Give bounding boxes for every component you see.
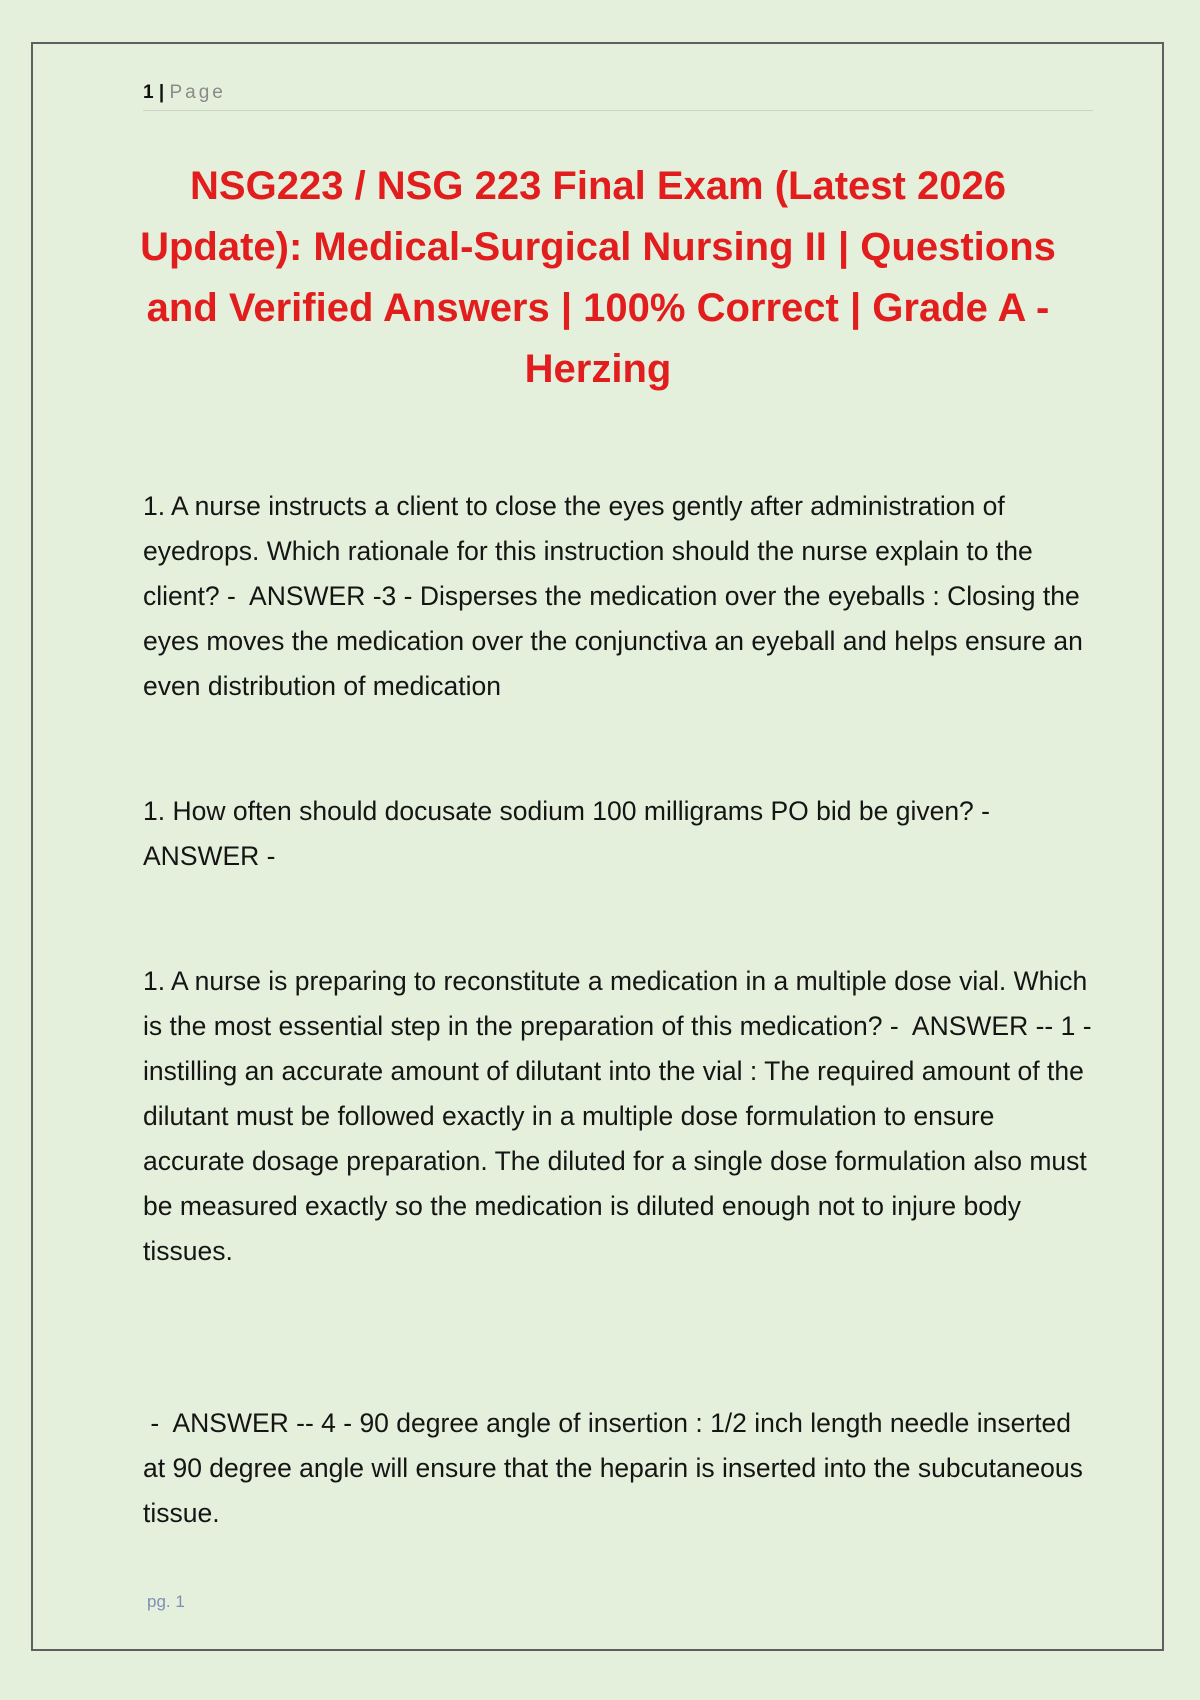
header-page-word: Page <box>169 82 226 103</box>
header-separator: | <box>158 82 165 103</box>
header-page-number: 1 <box>143 82 154 103</box>
question-3: 1. A nurse is preparing to reconstitute a medication in a multiple dose vial. Which is the most essential step in the preparation of this medication? - ANSWER -- 1 - instilling an accurate amount of dilutant into the vial : The required amount of the dilutant must be followed exactly in a multiple dose formulation to ensure accurate dosage preparation. The diluted for a single dose formulation also must be measured exactly so the medication is diluted enough not to injure body tissues. <box>143 966 1099 1266</box>
question-1: 1. A nurse instructs a client to close the eyes gently after administration of eyedrops. Which rationale for this instruction should the nurse explain to the client? - ANSWER -3 - Disperses the medication over the eyeballs : Closing the eyes moves the medication over the conjunctiva an eyeball and helps ensure an even distribution of medication <box>143 491 1091 701</box>
question-4: - ANSWER -- 4 - 90 degree angle of insertion : 1/2 inch length needle inserted at 90 degree angle will ensure that the heparin is inserted into the subcutaneous tissue. <box>143 1408 1091 1528</box>
page-footer: pg. 1 <box>147 1592 185 1611</box>
document-title: NSG223 / NSG 223 Final Exam (Latest 2026 Update): Medical-Surgical Nursing II | Questions and Verified Answers | 100% Correct | Grade A - Herzing <box>140 164 1056 391</box>
question-2: 1. How often should docusate sodium 100 milligrams PO bid be given? - ANSWER - <box>143 796 996 871</box>
page-header <box>143 82 1093 111</box>
document-page <box>31 42 1164 1651</box>
